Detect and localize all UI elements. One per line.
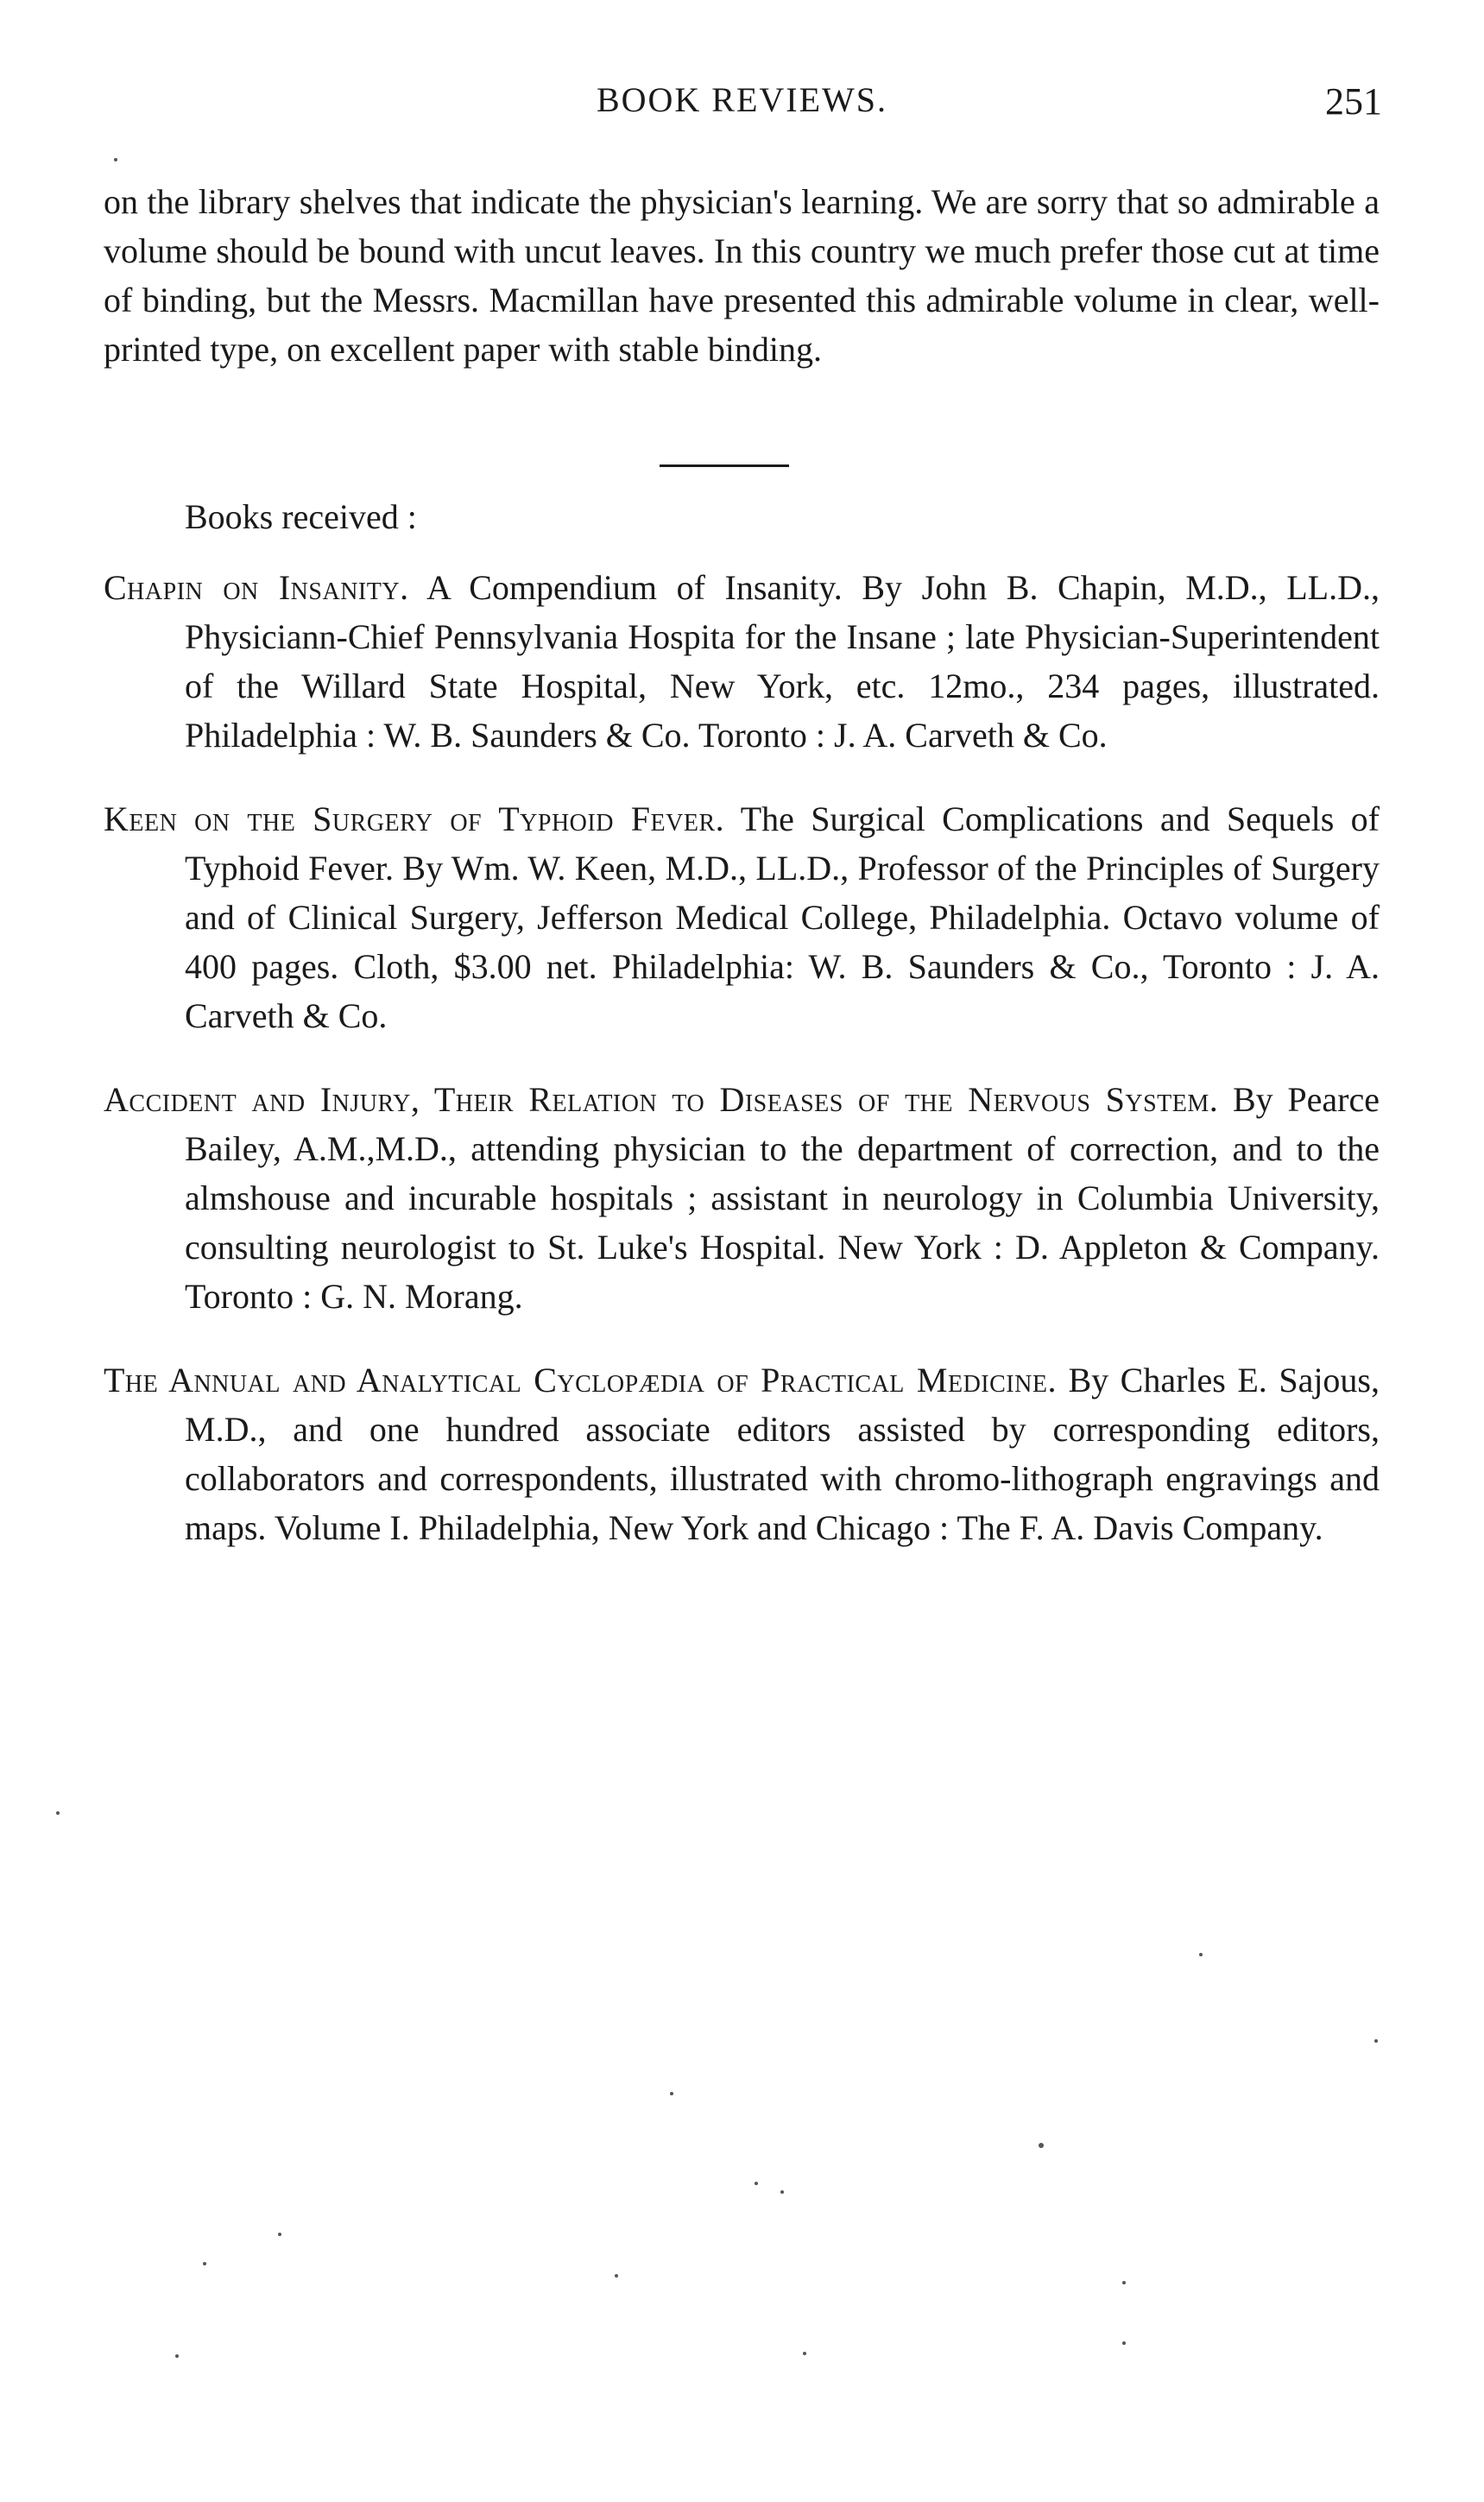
scan-speck <box>114 158 117 161</box>
books-received-list <box>104 563 1380 1578</box>
book-title: The Annual and Analytical Cyclopædia of Practical Medicine. <box>104 1361 1057 1399</box>
scan-speck <box>1199 1953 1203 1956</box>
scan-speck <box>755 2182 758 2185</box>
scan-speck <box>1039 2143 1044 2148</box>
book-details: By Pearce Bailey, A.M.,M.D., attending physician to the department of correction, and to the almshouse and incurable hospitals ; assistant in neurology in Columbia University, consulting neurologist to St. Luke's Hospital. New York : D. Appleton & Company. Toronto : G. N. Morang. <box>185 1080 1380 1316</box>
book-title: Chapin on Insanity. <box>104 568 409 607</box>
running-head <box>0 79 1484 131</box>
scan-speck <box>803 2352 806 2355</box>
scan-speck <box>780 2190 784 2194</box>
books-received-label: Books received : <box>185 497 417 536</box>
book-entry <box>104 1075 1380 1321</box>
scan-speck <box>670 2092 673 2095</box>
book-details: A Compendium of Insanity. By John B. Chapin, M.D., LL.D., Physiciann-Chief Pennsylvania Hospita for the Insane ; late Physician-Superintendent of the Willard State Hospital, New York, etc. 12mo., 234 pages, illustrated. Philadelphia : W. B. Saunders & Co. Toronto : J. A. Carveth & Co. <box>185 568 1380 755</box>
scan-speck <box>1122 2281 1126 2284</box>
scan-speck <box>615 2274 618 2278</box>
scan-speck <box>278 2233 281 2236</box>
scan-speck <box>1374 2039 1378 2043</box>
scan-speck <box>175 2354 179 2358</box>
page-number: 251 <box>1325 80 1382 123</box>
book-details: The Surgical Complications and Sequels of Typhoid Fever. By Wm. W. Keen, M.D., LL.D., Professor of the Principles of Surgery and of Clinical Surgery, Jefferson Medical College, Philadelphia. Octavo volume of 400 pages. Cloth, $3.00 net. Philadelphia: W. B. Saunders & Co., Toronto : J. A. Carveth & Co. <box>185 799 1380 1035</box>
book-entry <box>104 1355 1380 1552</box>
book-title: Keen on the Surgery of Typhoid Fever. <box>104 799 725 838</box>
scan-speck <box>203 2262 206 2265</box>
scan-speck <box>1122 2341 1126 2345</box>
scan-speck <box>56 1811 60 1815</box>
book-entry <box>104 794 1380 1040</box>
book-details: By Charles E. Sajous, M.D., and one hundred associate editors assisted by corresponding editors, collaborators and correspondents, illustrated with chromo-lithograph engravings and maps. Volume I. Philadelphia, New York and Chicago : The F. A. Davis Company. <box>185 1361 1380 1547</box>
book-entry <box>104 563 1380 760</box>
section-divider <box>660 464 789 467</box>
book-title: Accident and Injury, Their Relation to Diseases of the Nervous System. <box>104 1080 1219 1119</box>
running-title: BOOK REVIEWS. <box>596 80 888 119</box>
intro-paragraph: on the library shelves that indicate the physician's learning. We are sorry that so admirable a volume should be bound with uncut leaves. In this country we much prefer those cut at time of binding, but the Messrs. Macmillan have presented this admirable volume in clear, well-printed type, on excellent paper with stable binding. <box>104 182 1380 369</box>
